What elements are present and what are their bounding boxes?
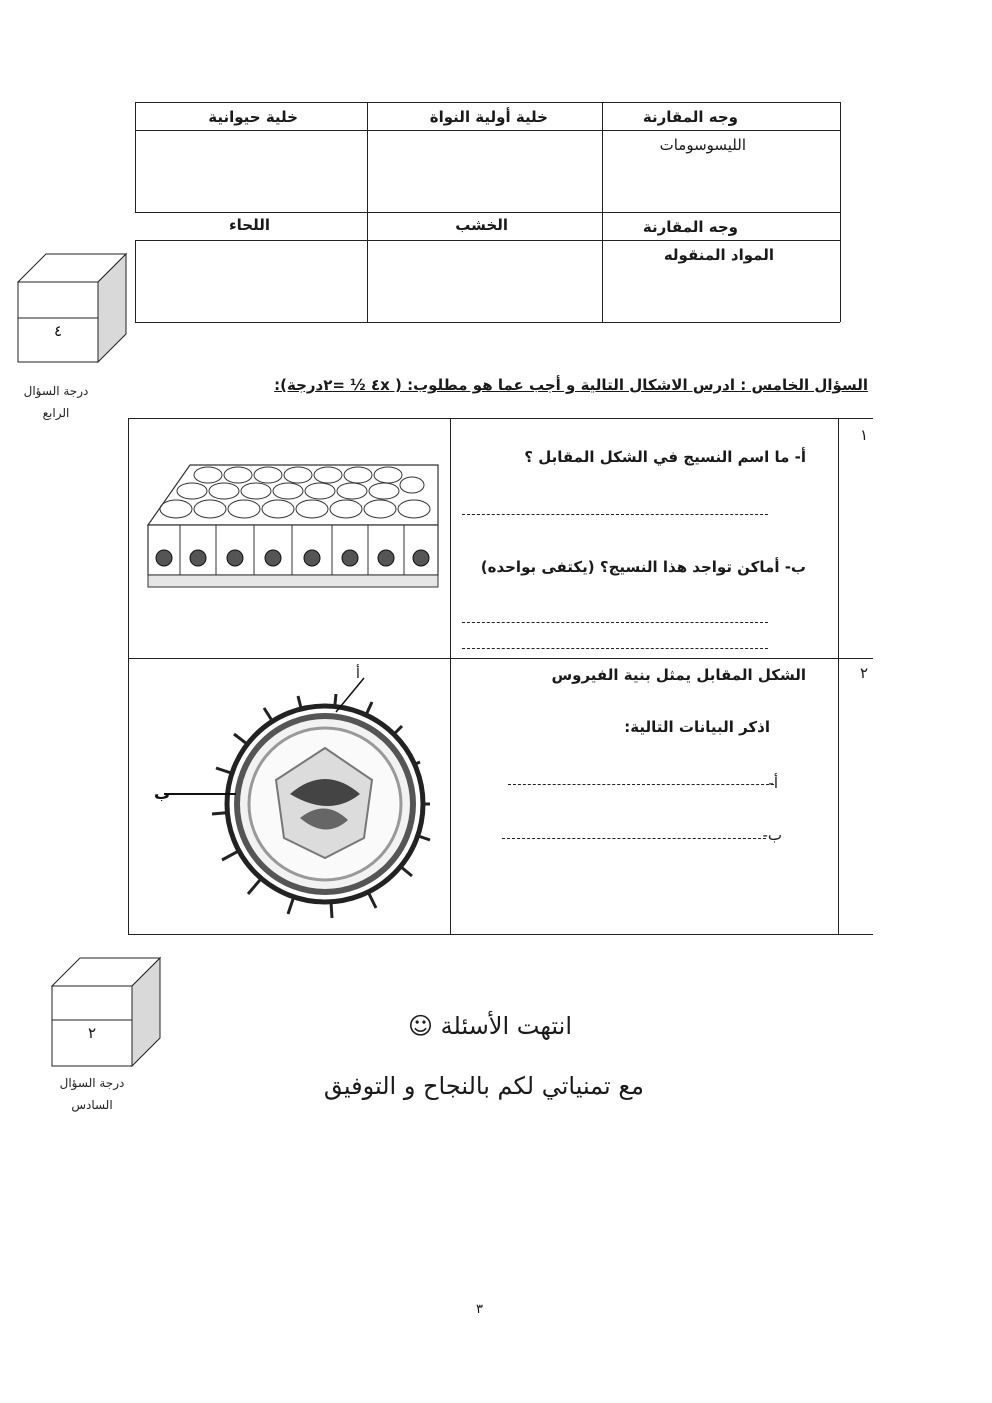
page-number: ٣ [476, 1302, 483, 1317]
header-animal-cell: خلية حيوانية [208, 108, 298, 126]
grade-label-q4-line1: درجة السؤال [23, 384, 89, 398]
q5-1-part-b: ب- أماكن تواجد هذا النسيج؟ (يكتفى بواحده) [480, 558, 806, 576]
q5-2-intro: الشكل المقابل يمثل بنية الفيروس [551, 666, 806, 684]
closing-line-1: انتهت الأسئلة ☺ [407, 1012, 572, 1040]
q5-2-label-a: أ- [768, 774, 778, 792]
header-comparison-aspect: وجه المقارنة [642, 108, 738, 126]
grade-label-q4 [8, 380, 104, 424]
grade-label-q6-line1: درجة السؤال [59, 1076, 125, 1090]
q5-2-instruction: اذكر البيانات التالية: [624, 718, 770, 736]
answer-line-1a[interactable] [462, 514, 768, 515]
grade-box-q6 [50, 956, 164, 1068]
virus-label-b: ب [154, 784, 171, 803]
answer-line-2a[interactable] [508, 784, 774, 785]
grade-label-q4-line2: الرابع [42, 406, 70, 420]
answer-line-1b-2[interactable] [462, 648, 768, 649]
answer-line-1b-1[interactable] [462, 622, 768, 623]
header-xylem: الخشب [455, 216, 508, 234]
header-comparison-aspect-2: وجه المقارنة [642, 218, 738, 236]
virus-label-a: أ [356, 666, 360, 682]
grade-box-q4 [16, 252, 130, 364]
header-phloem: اللحاء [228, 216, 270, 234]
q5-title: السؤال الخامس : ادرس الاشكال التالية و أجب عما هو مطلوب: ( ٤x ½ =٢درجة): [274, 376, 868, 394]
header-prokaryotic-cell: خلية أولية النواة [429, 108, 548, 126]
grade-label-q6-line2: السادس [71, 1098, 113, 1112]
virus-structure-figure [150, 668, 440, 928]
grade-value-q6: ٢ [87, 1024, 97, 1042]
answer-line-2b[interactable] [502, 838, 766, 839]
grade-label-q6 [42, 1072, 142, 1116]
epithelial-tissue-figure [140, 455, 445, 590]
item-number-1: ١ [859, 426, 868, 444]
row-lysosomes: الليسوسومات [659, 136, 746, 154]
q5-1-part-a: أ- ما اسم النسيج في الشكل المقابل ؟ [524, 448, 806, 466]
row-transported-materials: المواد المنقوله [663, 246, 774, 264]
q5-2-label-b: ب- [762, 826, 782, 844]
closing-line-2: مع تمنياتي لكم بالنجاح و التوفيق [323, 1072, 644, 1100]
grade-value-q4: ٤ [53, 322, 63, 340]
item-number-2: ٢ [859, 664, 868, 682]
